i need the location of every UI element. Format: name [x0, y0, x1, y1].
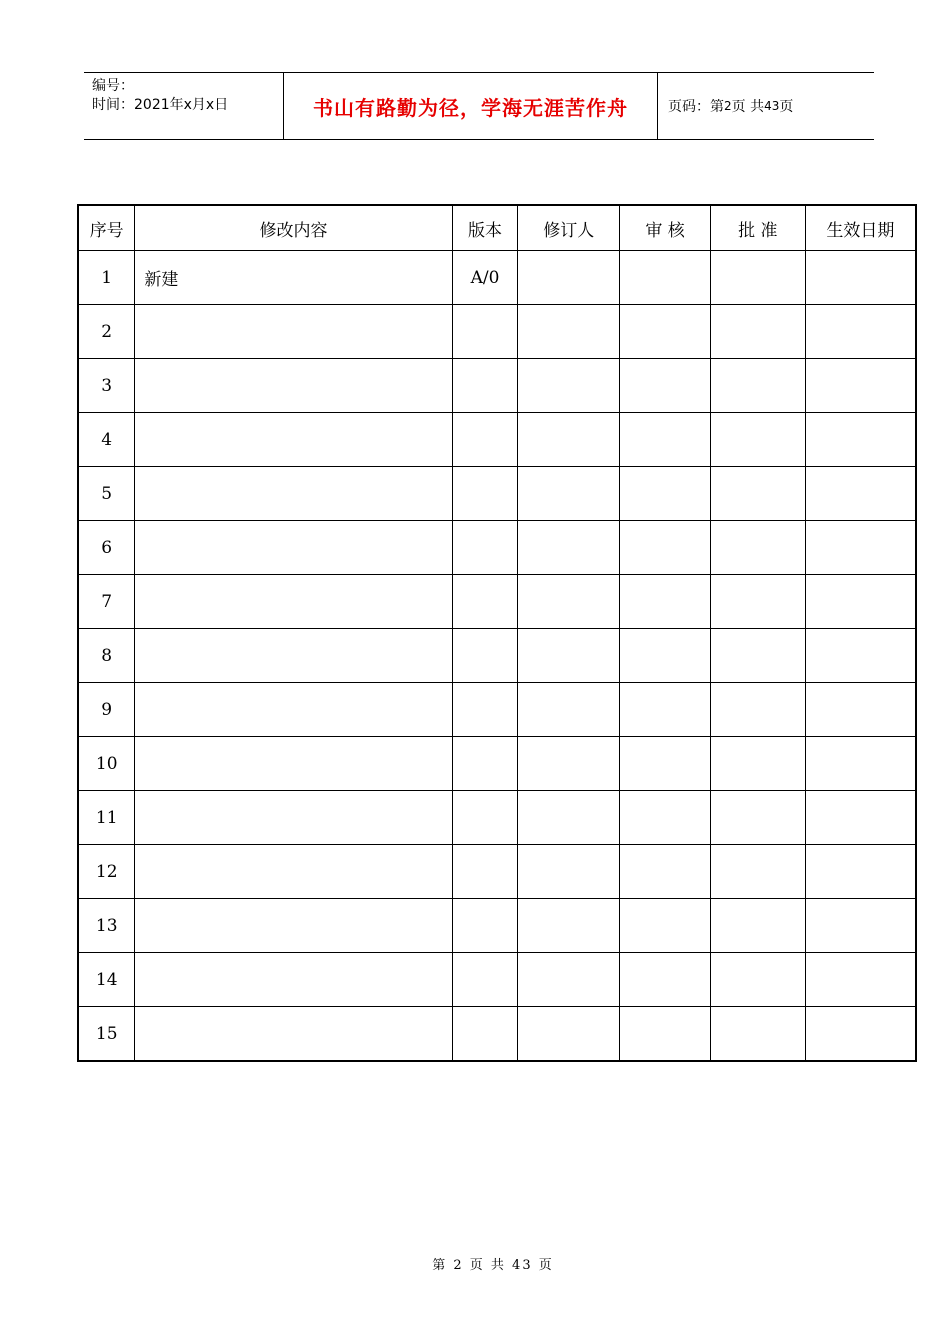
- table-row: [78, 1007, 916, 1062]
- row-reviser-cell: [518, 845, 620, 899]
- table-row: [78, 467, 916, 521]
- row-reviewer-cell: [620, 899, 711, 953]
- row-effective-date-cell: [805, 305, 916, 359]
- row-reviewer-cell: [620, 845, 711, 899]
- row-number-cell: 2: [78, 305, 135, 359]
- row-content-cell: [135, 575, 452, 629]
- row-version-cell: [452, 845, 518, 899]
- row-content-cell: [135, 899, 452, 953]
- row-reviewer-cell: [620, 791, 711, 845]
- row-reviewer-cell: [620, 305, 711, 359]
- page-footer: 第 2 页 共 43 页: [432, 1258, 554, 1273]
- row-reviewer-cell: [620, 413, 711, 467]
- table-row: [78, 629, 916, 683]
- row-number-cell: 14: [78, 953, 135, 1007]
- row-content-cell: [135, 845, 452, 899]
- page-header: [84, 72, 874, 140]
- column-header: 修订人: [518, 205, 620, 251]
- row-reviser-cell: [518, 953, 620, 1007]
- column-header: 版本: [452, 205, 518, 251]
- row-effective-date-cell: [805, 1007, 916, 1062]
- row-effective-date-cell: [805, 575, 916, 629]
- row-effective-date-cell: [805, 845, 916, 899]
- row-version-cell: [452, 737, 518, 791]
- row-approver-cell: [710, 359, 805, 413]
- table-header-row: [78, 205, 916, 251]
- row-number-cell: 5: [78, 467, 135, 521]
- row-approver-cell: [710, 683, 805, 737]
- row-version-cell: [452, 359, 518, 413]
- row-approver-cell: [710, 521, 805, 575]
- column-header: 修改内容: [135, 205, 452, 251]
- row-effective-date-cell: [805, 521, 916, 575]
- revision-table: [77, 204, 917, 1062]
- row-reviser-cell: [518, 1007, 620, 1062]
- table-row: [78, 683, 916, 737]
- row-reviewer-cell: [620, 629, 711, 683]
- row-approver-cell: [710, 899, 805, 953]
- row-reviser-cell: [518, 791, 620, 845]
- column-header: 生效日期: [805, 205, 916, 251]
- row-effective-date-cell: [805, 953, 916, 1007]
- row-number-cell: 3: [78, 359, 135, 413]
- row-version-cell: [452, 683, 518, 737]
- row-approver-cell: [710, 791, 805, 845]
- table-row: [78, 305, 916, 359]
- row-version-cell: [452, 791, 518, 845]
- row-reviser-cell: [518, 737, 620, 791]
- row-approver-cell: [710, 737, 805, 791]
- row-number-cell: 11: [78, 791, 135, 845]
- row-version-cell: A/0: [452, 251, 518, 305]
- row-version-cell: [452, 953, 518, 1007]
- row-number-cell: 12: [78, 845, 135, 899]
- row-approver-cell: [710, 413, 805, 467]
- row-reviewer-cell: [620, 251, 711, 305]
- page-total: 43: [764, 99, 780, 113]
- page-mid: 页 共: [731, 99, 765, 115]
- header-motto-cell: [284, 73, 658, 139]
- row-reviser-cell: [518, 467, 620, 521]
- row-effective-date-cell: [805, 359, 916, 413]
- row-content-cell: [135, 791, 452, 845]
- table-row: [78, 251, 916, 305]
- row-approver-cell: [710, 1007, 805, 1062]
- row-reviewer-cell: [620, 953, 711, 1007]
- row-approver-cell: [710, 251, 805, 305]
- page-suffix: 页: [779, 99, 794, 115]
- row-number-cell: 7: [78, 575, 135, 629]
- header-motto: 书山有路勤为径，学海无涯苦作舟: [313, 95, 628, 120]
- row-approver-cell: [710, 953, 805, 1007]
- row-number-cell: 1: [78, 251, 135, 305]
- row-reviser-cell: [518, 629, 620, 683]
- row-reviewer-cell: [620, 683, 711, 737]
- row-reviewer-cell: [620, 521, 711, 575]
- column-header: 序号: [78, 205, 135, 251]
- row-content-cell: [135, 359, 452, 413]
- row-effective-date-cell: [805, 899, 916, 953]
- row-version-cell: [452, 629, 518, 683]
- page-number: 2: [724, 99, 732, 113]
- table-row: [78, 899, 916, 953]
- row-reviewer-cell: [620, 737, 711, 791]
- row-reviewer-cell: [620, 359, 711, 413]
- row-version-cell: [452, 521, 518, 575]
- row-number-cell: 9: [78, 683, 135, 737]
- row-number-cell: 4: [78, 413, 135, 467]
- row-reviewer-cell: [620, 467, 711, 521]
- row-number-cell: 15: [78, 1007, 135, 1062]
- row-reviser-cell: [518, 251, 620, 305]
- row-reviser-cell: [518, 521, 620, 575]
- serial-label: 编号：: [92, 78, 134, 94]
- page-prefix: 页码：第: [668, 99, 724, 115]
- row-version-cell: [452, 467, 518, 521]
- row-version-cell: [452, 1007, 518, 1062]
- row-effective-date-cell: [805, 629, 916, 683]
- row-number-cell: 8: [78, 629, 135, 683]
- table-row: [78, 737, 916, 791]
- table-row: [78, 413, 916, 467]
- row-number-cell: 6: [78, 521, 135, 575]
- header-meta: [84, 73, 284, 139]
- row-content-cell: [135, 683, 452, 737]
- column-header: 审 核: [620, 205, 711, 251]
- row-version-cell: [452, 413, 518, 467]
- row-approver-cell: [710, 845, 805, 899]
- row-number-cell: 13: [78, 899, 135, 953]
- row-number-cell: 10: [78, 737, 135, 791]
- row-effective-date-cell: [805, 413, 916, 467]
- row-content-cell: [135, 737, 452, 791]
- row-effective-date-cell: [805, 467, 916, 521]
- column-header: 批 准: [710, 205, 805, 251]
- row-reviewer-cell: [620, 575, 711, 629]
- row-content-cell: [135, 413, 452, 467]
- row-content-cell: [135, 1007, 452, 1062]
- row-approver-cell: [710, 305, 805, 359]
- table-body: [78, 251, 916, 1062]
- row-version-cell: [452, 899, 518, 953]
- row-effective-date-cell: [805, 683, 916, 737]
- row-content-cell: [135, 953, 452, 1007]
- table-row: [78, 521, 916, 575]
- row-version-cell: [452, 305, 518, 359]
- row-effective-date-cell: [805, 737, 916, 791]
- row-reviser-cell: [518, 683, 620, 737]
- row-effective-date-cell: [805, 251, 916, 305]
- table-row: [78, 845, 916, 899]
- row-content-cell: [135, 305, 452, 359]
- row-approver-cell: [710, 467, 805, 521]
- row-content-cell: [135, 467, 452, 521]
- table-row: [78, 953, 916, 1007]
- row-reviewer-cell: [620, 1007, 711, 1062]
- header-page-info: [658, 73, 874, 139]
- row-content-cell: [135, 521, 452, 575]
- row-reviser-cell: [518, 899, 620, 953]
- row-approver-cell: [710, 629, 805, 683]
- table-row: [78, 359, 916, 413]
- table-row: [78, 791, 916, 845]
- time-label: 时间：2021年x月x日: [92, 97, 229, 113]
- row-reviser-cell: [518, 359, 620, 413]
- row-content-cell: [135, 629, 452, 683]
- row-reviser-cell: [518, 305, 620, 359]
- row-reviser-cell: [518, 413, 620, 467]
- row-effective-date-cell: [805, 791, 916, 845]
- row-approver-cell: [710, 575, 805, 629]
- table-row: [78, 575, 916, 629]
- row-version-cell: [452, 575, 518, 629]
- row-content-cell: 新建: [135, 251, 452, 305]
- row-reviser-cell: [518, 575, 620, 629]
